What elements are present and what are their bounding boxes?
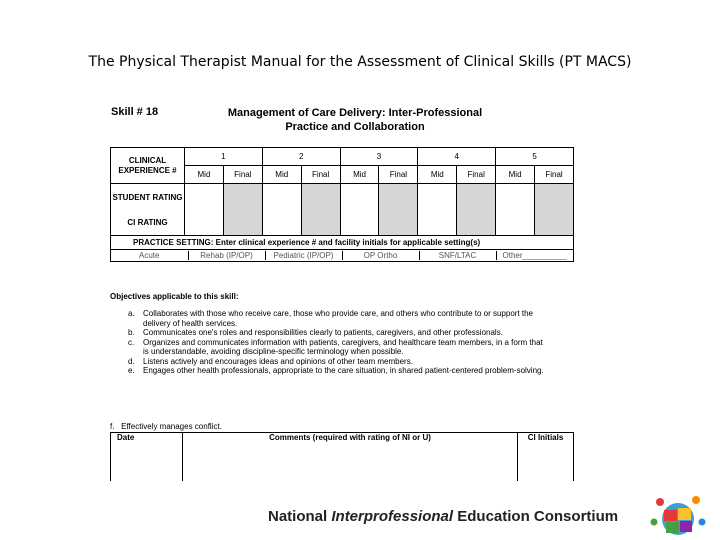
experience-3: 3: [340, 148, 418, 166]
setting-rehab[interactable]: Rehab (IP/OP): [188, 251, 265, 260]
clinical-experience-label: CLINICAL EXPERIENCE #: [111, 148, 185, 184]
objective-text: Organizes and communicates information with patients, caregivers, and healthcare team members, in a form that is understandable, avoiding discipline-specific terminology when possible.: [143, 337, 543, 356]
rating-cell[interactable]: [457, 184, 496, 236]
final-label: Final: [223, 166, 262, 184]
list-item: [110, 338, 550, 357]
person-head-green: [651, 519, 658, 526]
setting-op-ortho[interactable]: OP Ortho: [342, 251, 419, 260]
objective-text: Listens actively and encourages ideas and opinions of other team members.: [143, 356, 413, 366]
rating-table: [110, 147, 574, 262]
student-rating-label: STUDENT RATING: [111, 184, 185, 212]
puzzle-piece-red: [664, 510, 677, 521]
objective-text: Engages other health professionals, appropriate to the care situation, in shared patient-centered problem-solving.: [143, 366, 544, 375]
footer-part-2: Interprofessional: [331, 508, 454, 525]
list-item: [110, 366, 550, 376]
objectives-heading: Objectives applicable to this skill:: [110, 292, 239, 301]
person-head-orange: [692, 496, 700, 504]
setting-acute[interactable]: Acute: [111, 251, 188, 260]
document-title: The Physical Therapist Manual for the Assessment of Clinical Skills (PT MACS): [88, 54, 632, 70]
rating-cell[interactable]: [223, 184, 262, 236]
practice-setting-label: PRACTICE SETTING: Enter clinical experience # and facility initials for applicable setting(s): [111, 236, 574, 250]
objectives-list: [110, 309, 550, 376]
objective-text: Effectively manages conflict.: [121, 422, 222, 431]
objective-text: Collaborates with those who receive care, those who provide care, and others who contribute to or support the delivery of health services.: [143, 309, 533, 328]
mid-label: Mid: [185, 166, 224, 184]
rating-cell[interactable]: [496, 184, 535, 236]
rating-cell[interactable]: [418, 184, 457, 236]
objective-letter: e.: [128, 366, 135, 375]
comments-table: [110, 432, 574, 481]
puzzle-piece-yellow: [678, 508, 691, 520]
rating-cell[interactable]: [535, 184, 574, 236]
mid-label: Mid: [418, 166, 457, 184]
comments-label: Comments (required with rating of NI or U): [183, 433, 518, 481]
experience-1: 1: [185, 148, 263, 166]
final-label: Final: [457, 166, 496, 184]
rating-cell[interactable]: [262, 184, 301, 236]
final-label: Final: [379, 166, 418, 184]
practice-settings-row: [111, 251, 573, 260]
setting-snf-ltac[interactable]: SNF/LTAC: [419, 251, 496, 260]
rating-cell[interactable]: [185, 184, 224, 236]
puzzle-piece-green: [666, 522, 679, 533]
person-head-red: [656, 498, 664, 506]
experience-2: 2: [262, 148, 340, 166]
date-label: Date: [111, 433, 183, 481]
experience-4: 4: [418, 148, 496, 166]
mid-label: Mid: [262, 166, 301, 184]
final-label: Final: [301, 166, 340, 184]
objective-letter: b.: [128, 328, 135, 337]
puzzle-logo-icon: [648, 492, 708, 538]
puzzle-piece-purple: [680, 521, 692, 532]
person-head-blue: [699, 519, 706, 526]
objective-letter: a.: [128, 309, 135, 318]
list-item: [110, 357, 550, 367]
rating-cell[interactable]: [379, 184, 418, 236]
setting-pediatric[interactable]: Pediatric (IP/OP): [265, 251, 342, 260]
setting-other[interactable]: Other__________: [502, 251, 567, 260]
final-label: Final: [535, 166, 574, 184]
ci-initials-label: CI Initials: [518, 433, 574, 481]
rating-cell[interactable]: [340, 184, 379, 236]
objective-f: [110, 422, 222, 431]
list-item: [110, 328, 550, 338]
list-item: [110, 309, 550, 328]
objective-text: Communicates one's roles and responsibilities clearly to patients, caregivers, and other professionals.: [143, 328, 503, 337]
experience-5: 5: [496, 148, 574, 166]
objective-letter: c.: [128, 337, 135, 347]
mid-label: Mid: [496, 166, 535, 184]
skill-number: Skill # 18: [111, 106, 159, 118]
footer-part-1: National: [268, 508, 328, 525]
skill-name: Management of Care Delivery: Inter-Professional Practice and Collaboration: [227, 107, 483, 133]
mid-label: Mid: [340, 166, 379, 184]
objective-letter: d.: [128, 356, 135, 366]
footer-consortium: [268, 508, 618, 525]
rating-cell[interactable]: [301, 184, 340, 236]
footer-part-3: Education Consortium: [457, 508, 619, 525]
objective-letter: f.: [110, 422, 115, 431]
ci-rating-label: CI RATING: [111, 212, 185, 236]
